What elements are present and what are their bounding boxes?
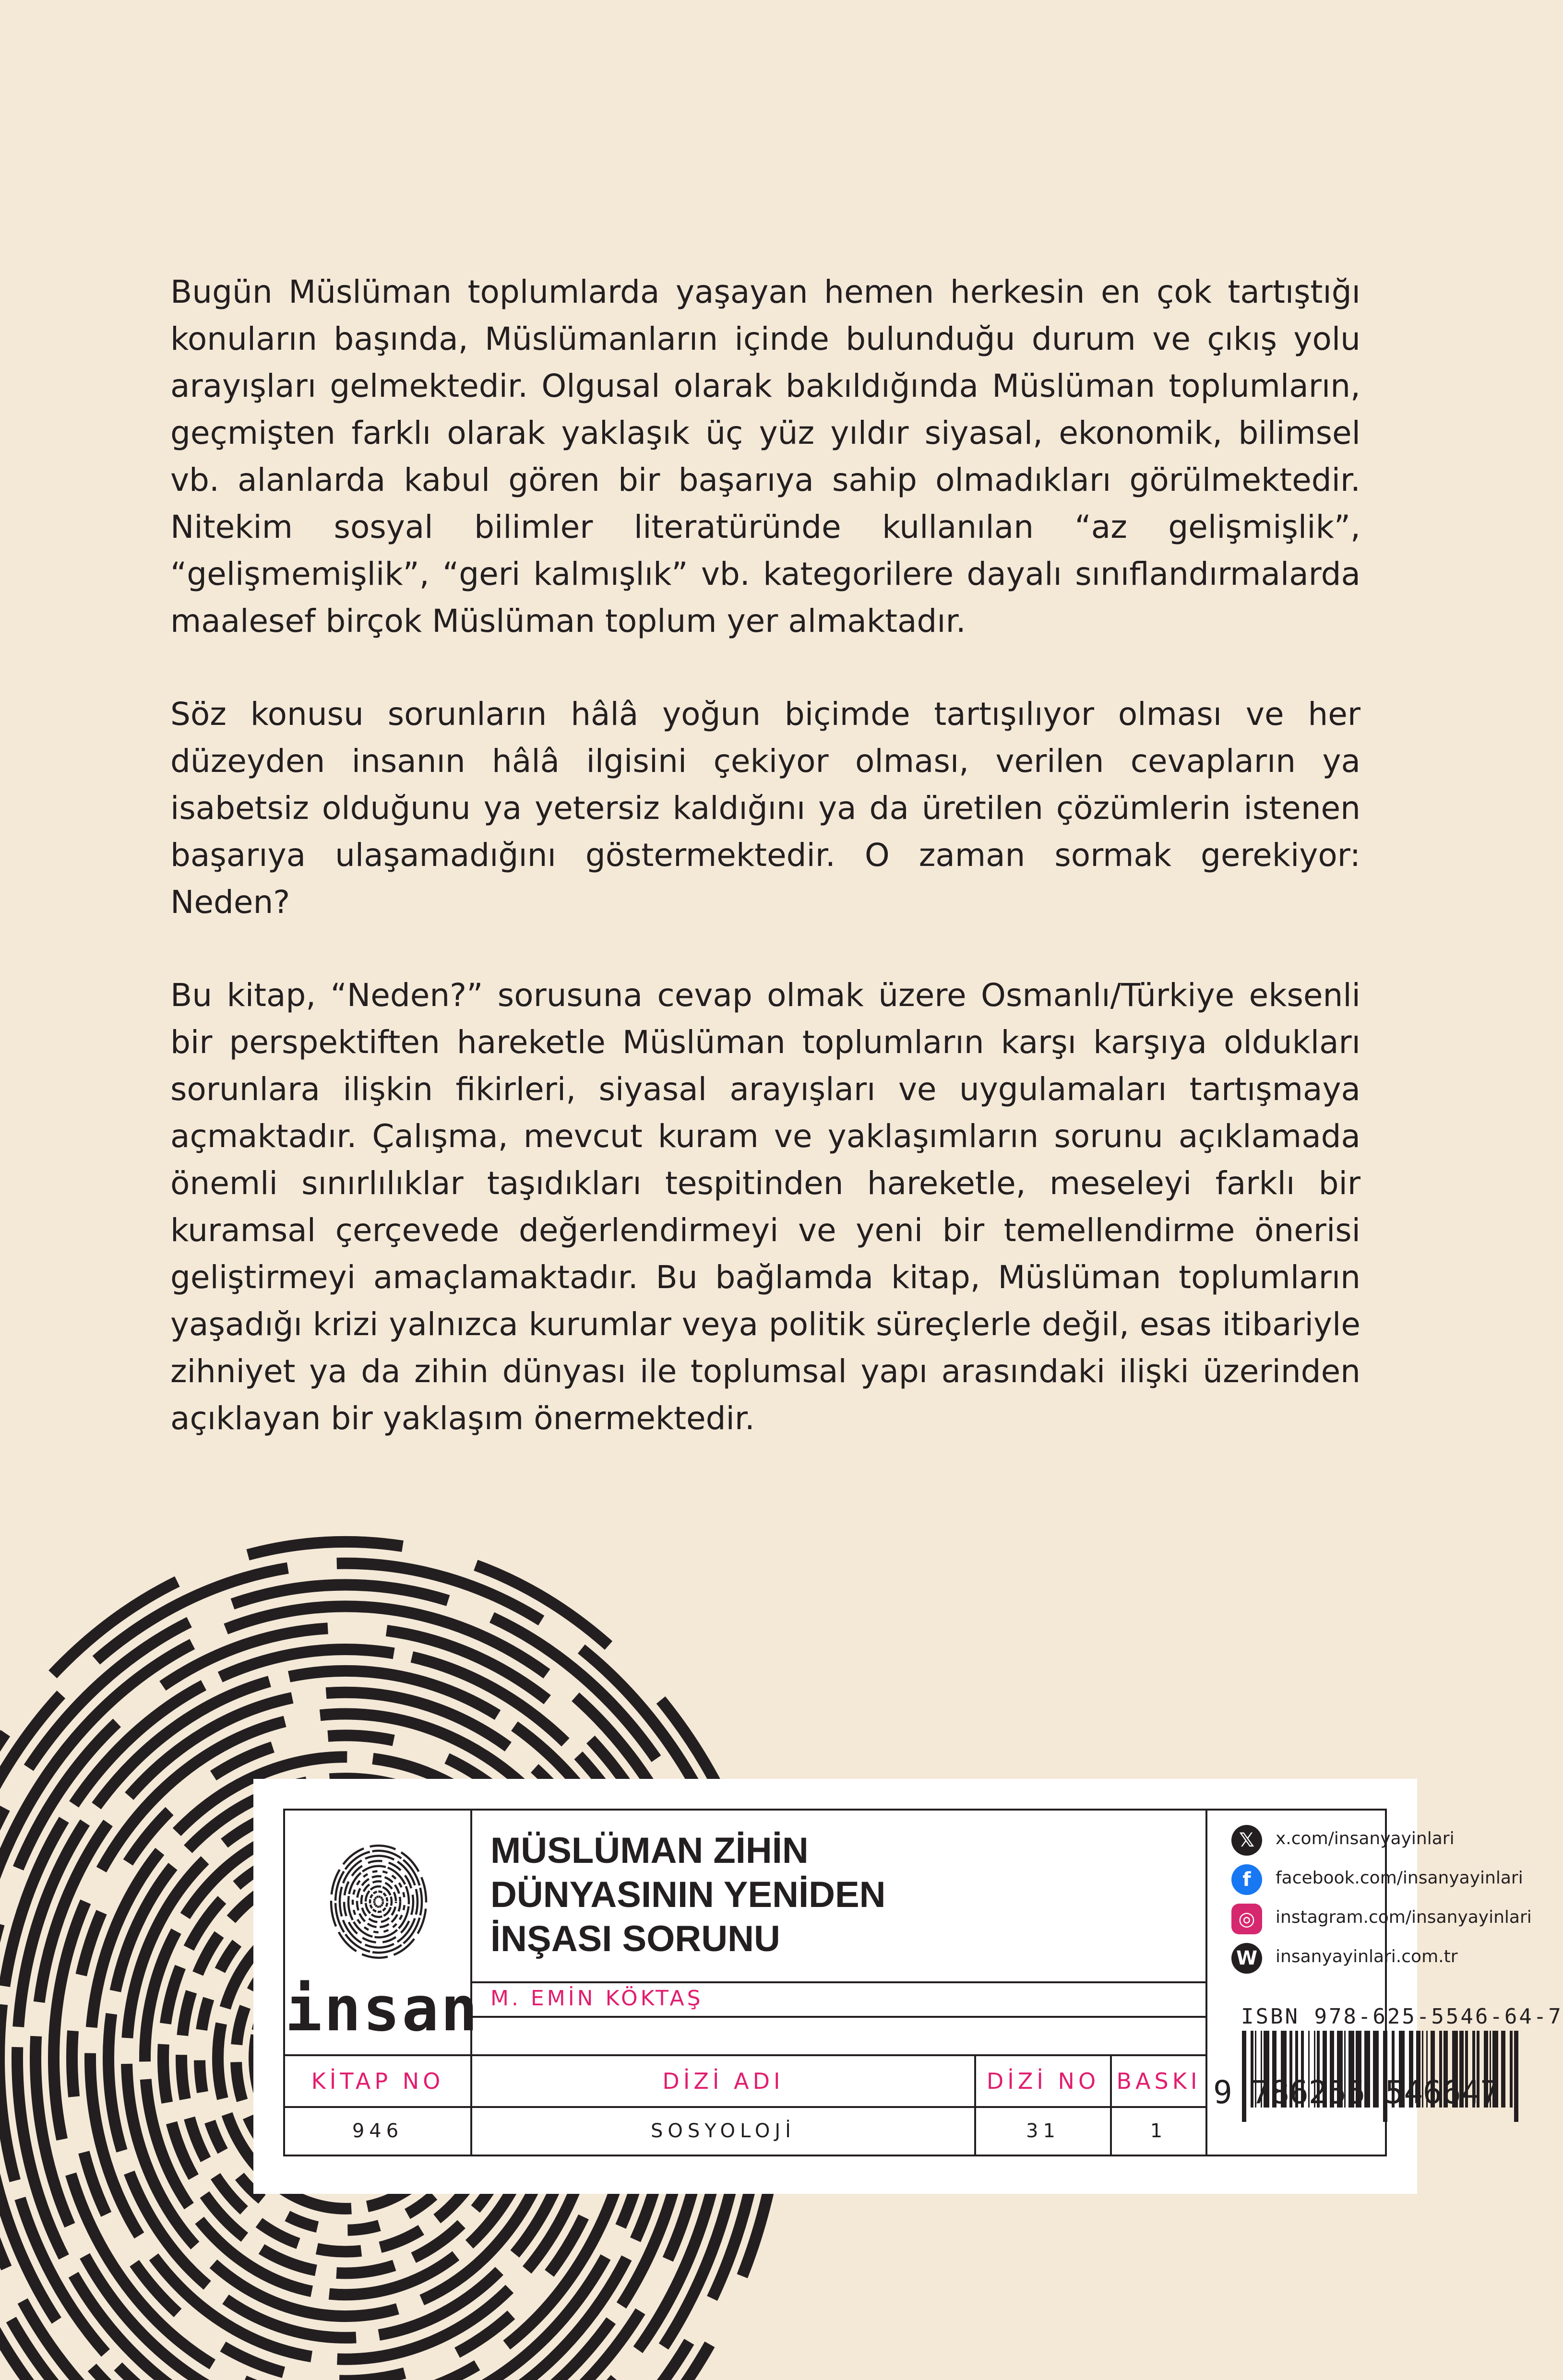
social-link-instagram[interactable]	[1231, 1904, 1532, 1937]
publisher-logo	[285, 1811, 480, 2054]
book-title-line: DÜNYASININ YENİDEN	[490, 1874, 886, 1915]
social-link-text: insanyayinlari.com.tr	[1276, 1947, 1458, 1966]
web-icon: W	[1231, 1943, 1262, 1974]
isbn-label: ISBN 978-625-5546-64-7	[1241, 2004, 1563, 2029]
fingerprint-ridge	[331, 1846, 426, 1958]
meta-header-dizi-no: DİZİ NO	[976, 2054, 1112, 2108]
meta-header-dizi-adi: DİZİ ADI	[472, 2054, 976, 2108]
meta-value-kitap-no: 946	[285, 2108, 472, 2155]
barcode-bar	[1501, 2031, 1505, 2108]
social-link-text: x.com/insanyayinlari	[1276, 1829, 1455, 1848]
book-info-card	[253, 1779, 1563, 2194]
publisher-name: insan	[285, 1974, 480, 2045]
back-cover-blurb	[170, 269, 1360, 1488]
blank-cell	[472, 2018, 1207, 2054]
social-link-facebook[interactable]	[1231, 1864, 1523, 1898]
book-author: M. EMİN KÖKTAŞ	[472, 1983, 1207, 2018]
book-title-line: MÜSLÜMAN ZİHİN	[490, 1830, 809, 1871]
fingerprint-ridge	[340, 1856, 418, 1947]
x-icon: 𝕏	[1231, 1825, 1262, 1856]
social-link-web[interactable]	[1231, 1943, 1519, 1977]
barcode-bar	[1510, 2031, 1513, 2108]
fingerprint-logo-icon	[331, 1835, 427, 1964]
fingerprint-ridge	[374, 1896, 383, 1906]
fingerprint-ridge	[370, 1892, 387, 1912]
blurb-paragraph-3: Bu kitap, “Neden?” sorusuna cevap olmak üzere Osmanlı/Türkiye eksenli bir perspektiften hareketle Müslüman toplumların karşı karşıya oldukları sorunlara ilişkin fikirleri, siyasal arayışları ve uygulamaları tartışmaya açmaktadır. Çalışma, mevcut kuram ve yaklaşımların sorunu açıklamada önemli sınırlılıklar taşıdıkları tespitinden hareketle, meseleyi farklı bir kuramsal çerçevede değerlendirmeyi ve yeni bir temellendirme önerisi geliştirmeyi amaçlamaktadır. Bu bağlamda kitap, Müslüman toplumların yaşadığı krizi yalnızca kurumlar veya politik süreçlerle değil, esas itibariyle zihniyet ya da zihin dünyası ile toplumsal yapı arasındaki ilişki üzerinden açıklayan bir yaklaşım önermektedir.	[170, 977, 1360, 1437]
social-link-x[interactable]	[1231, 1825, 1519, 1859]
barcode-bar	[1514, 2031, 1518, 2122]
blurb-paragraph-1: Bugün Müslüman toplumlarda yaşayan hemen herkesin en çok tartıştığı konuların başında, Müslümanların içinde bulunduğu durum ve çıkış yolu arayışları gelmektedir. Olgusal olarak bakıldığında Müslüman toplumların, geçmişten farklı olarak yaklaşık üç yüz yıldır siyasal, ekonomik, bilimsel vb. alanlarda kabul gören bir başarıya sahip olmadıkları görülmektedir. Nitekim sosyal bilimler literatüründe kullanılan “az gelişmişlik”, “gelişmemişlik”, “geri kalmışlık” vb. kategorilere dayalı sınıflandırmalarda maalesef birçok Müslüman toplum yer almaktadır.	[170, 273, 1360, 639]
meta-table	[285, 2054, 1207, 2155]
fingerprint-ridge	[344, 1861, 413, 1942]
social-link-text: instagram.com/insanyayinlari	[1276, 1907, 1532, 1927]
social-link-text: facebook.com/insanyayinlari	[1276, 1868, 1523, 1888]
meta-value-baski: 1	[1112, 2108, 1207, 2155]
meta-value-dizi-no: 31	[976, 2108, 1112, 2155]
instagram-icon: ◎	[1231, 1904, 1262, 1934]
meta-value-dizi-adi: SOSYOLOJİ	[472, 2108, 976, 2155]
barcode-digits: 9 786255 546647	[1213, 2074, 1500, 2111]
fingerprint-ridge	[357, 1876, 400, 1927]
book-title-line: İNŞASI SORUNU	[490, 1918, 780, 1959]
meta-header-baski: BASKI	[1112, 2054, 1207, 2108]
facebook-icon: f	[1231, 1864, 1262, 1895]
meta-header-kitap-no: KİTAP NO	[285, 2054, 472, 2108]
book-title	[472, 1811, 1207, 1983]
blurb-paragraph-2: Söz konusu sorunların hâlâ yoğun biçimde tartışılıyor olması ve her düzeyden insanın hâlâ ilgisini çekiyor olması, verilen cevapların ya isabetsiz olduğunu ya yetersiz kaldığını ya da üretilen çözümlerin istenen başarıya ulaşamadığını göstermektedir. O zaman sormak gerekiyor: Neden?	[170, 696, 1360, 921]
